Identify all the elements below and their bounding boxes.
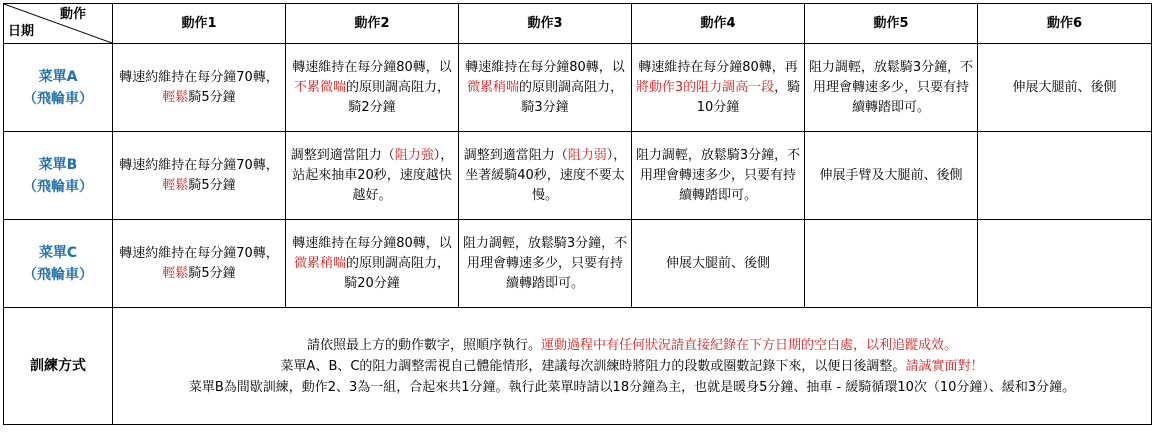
- step-text: 轉速約維持在每分鐘70轉，: [119, 69, 279, 85]
- step-cell: [978, 220, 1152, 308]
- step-cell: [632, 220, 805, 308]
- method-line: [116, 335, 1148, 356]
- step-text: 的原則調高阻力，騎3分鐘: [519, 79, 624, 115]
- highlight-text: 輕鬆: [162, 265, 189, 281]
- step-text: 阻力調輕，放鬆騎3分鐘，不用理會轉速多少，只要有持續轉踏即可。: [808, 59, 974, 115]
- training-method-text: [113, 308, 1152, 425]
- step-cell: [632, 44, 805, 132]
- method-line: [116, 356, 1148, 377]
- corner-label-date: 日期: [8, 24, 35, 39]
- menu-name: 菜單A: [38, 68, 78, 85]
- menu-label-cell: [4, 44, 113, 132]
- highlight-text: 將動作3的阻力調高一段: [635, 79, 775, 95]
- training-plan-table: [3, 3, 1152, 425]
- menu-row-a: [4, 44, 1152, 132]
- step-cell: [978, 132, 1152, 220]
- header-action-6: 動作6: [978, 4, 1152, 44]
- step-cell: [286, 132, 459, 220]
- header-action-1: 動作1: [113, 4, 286, 44]
- step-text: 轉速維持在每分鐘80轉，以: [465, 59, 625, 75]
- step-text: 的原則調高阻力，騎2分鐘: [346, 79, 451, 115]
- highlight-text: 微累稍喘: [293, 255, 346, 271]
- step-cell: [805, 44, 978, 132]
- menu-name: 菜單C: [38, 244, 78, 261]
- highlight-text: 運動過程中有任何狀況請直接紀錄在下方日期的空白處，以利追蹤成效。: [541, 337, 958, 353]
- step-cell: [805, 220, 978, 308]
- step-text: ，騎10分鐘: [696, 79, 801, 115]
- menu-equipment: （飛輪車）: [23, 90, 93, 107]
- step-text: 騎5分鐘: [188, 89, 236, 105]
- menu-row-c: [4, 220, 1152, 308]
- step-text: 伸展手臂及大腿前、後側: [819, 167, 963, 183]
- step-cell: [459, 132, 632, 220]
- highlight-text: 請誠實面對！: [905, 358, 984, 374]
- step-text: ），坐著緩騎40秒，速度不要太慢。: [465, 147, 627, 203]
- header-action-3: 動作3: [459, 4, 632, 44]
- step-text: 騎5分鐘: [188, 265, 236, 281]
- step-cell: [632, 132, 805, 220]
- step-text: 伸展大腿前、後側: [1012, 79, 1117, 95]
- step-text: 轉速維持在每分鐘80轉，再: [638, 59, 798, 75]
- menu-row-b: [4, 132, 1152, 220]
- step-text: 騎5分鐘: [188, 177, 236, 193]
- step-text: 伸展大腿前、後側: [665, 255, 770, 271]
- menu-label-cell: [4, 220, 113, 308]
- step-text: 請依照最上方的動作數字，照順序執行。: [306, 337, 541, 353]
- step-text: ），站起來抽車20秒，速度越快越好。: [292, 147, 454, 203]
- step-cell: [113, 44, 286, 132]
- highlight-text: 輕鬆: [162, 177, 189, 193]
- highlight-text: 不累微喘: [293, 79, 346, 95]
- menu-equipment: （飛輪車）: [23, 266, 93, 283]
- corner-header-cell: [4, 4, 113, 44]
- menu-label-cell: [4, 132, 113, 220]
- step-text: 阻力調輕，放鬆騎3分鐘，不用理會轉速多少，只要有持續轉踏即可。: [635, 147, 801, 203]
- highlight-text: 輕鬆: [162, 89, 189, 105]
- highlight-text: 阻力弱: [567, 147, 607, 163]
- step-text: 的原則調高阻力，騎20分鐘: [344, 255, 451, 291]
- step-text: 轉速約維持在每分鐘70轉，: [119, 157, 279, 173]
- step-text: 調整到適當阻力（: [463, 147, 568, 163]
- step-cell: [286, 44, 459, 132]
- step-text: 轉速維持在每分鐘80轉，以: [292, 59, 452, 75]
- step-cell: [113, 220, 286, 308]
- step-cell: [805, 132, 978, 220]
- highlight-text: 阻力強: [394, 147, 434, 163]
- header-action-5: 動作5: [805, 4, 978, 44]
- step-text: 轉速維持在每分鐘80轉，以: [292, 235, 452, 251]
- step-cell: [113, 132, 286, 220]
- training-method-row: [4, 308, 1152, 425]
- menu-name: 菜單B: [38, 156, 78, 173]
- method-line: [116, 377, 1148, 398]
- corner-label-action: 動作: [59, 7, 86, 22]
- header-action-2: 動作2: [286, 4, 459, 44]
- header-row: [4, 4, 1152, 44]
- step-text: 調整到適當阻力（: [290, 147, 395, 163]
- step-cell: [459, 220, 632, 308]
- training-method-label: 訓練方式: [4, 308, 113, 425]
- step-text: 轉速約維持在每分鐘70轉，: [119, 245, 279, 261]
- step-text: 菜單B為間歇訓練，動作2、3為一組，合起來共1分鐘。執行此菜單時請以18分鐘為主，也就是暖身5分鐘、抽車 - 緩騎循環10次（10分鐘）、緩和3分鐘。: [188, 379, 1076, 395]
- header-action-4: 動作4: [632, 4, 805, 44]
- step-cell: [459, 44, 632, 132]
- menu-equipment: （飛輪車）: [23, 178, 93, 195]
- step-cell: [978, 44, 1152, 132]
- step-text: 阻力調輕，放鬆騎3分鐘，不用理會轉速多少，只要有持續轉踏即可。: [462, 235, 628, 291]
- step-cell: [286, 220, 459, 308]
- step-text: 菜單A、B、C的阻力調整需視自己體能情形，建議每次訓練時將阻力的段數或圈數記錄下來，以便日後調整。: [280, 358, 906, 374]
- highlight-text: 微累稍喘: [466, 79, 519, 95]
